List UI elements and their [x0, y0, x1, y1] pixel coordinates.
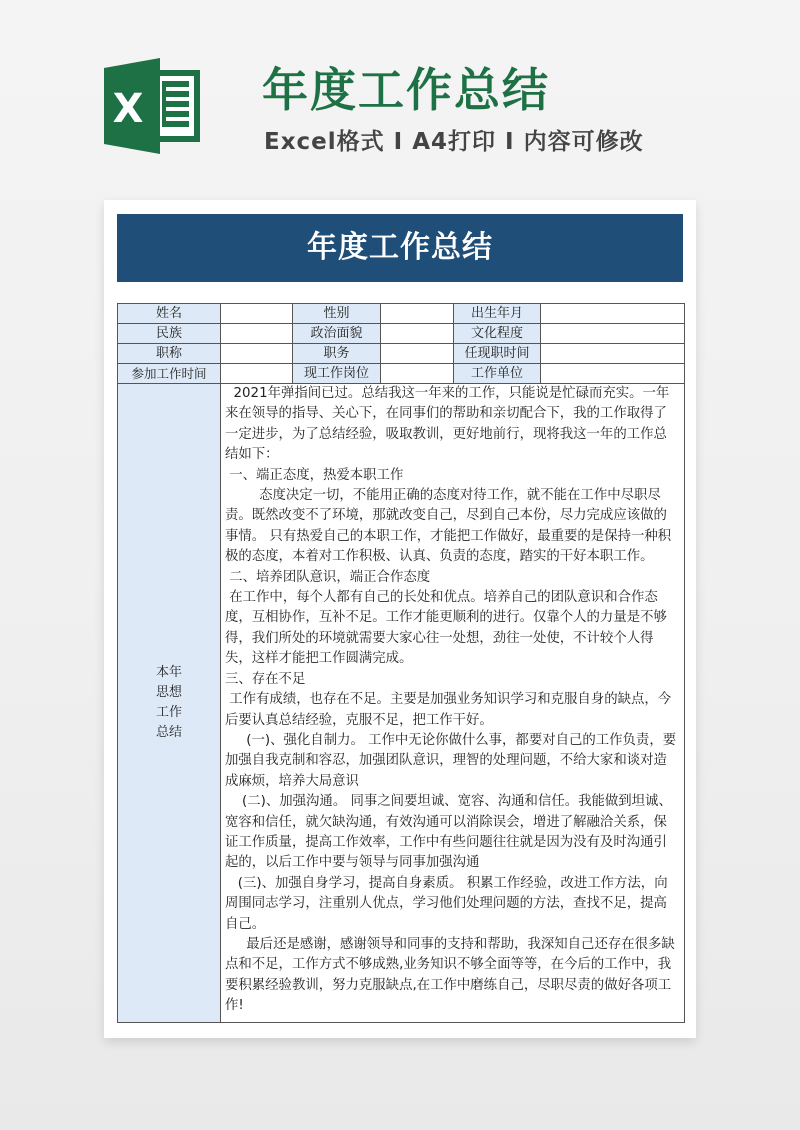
- summary-paragraph: 2021年弹指间已过。总结我这一年来的工作，只能说是忙碌而充实。一年来在领导的指导、关心下，在同事们的帮助和亲切配合下，我的工作取得了一定进步，为了总结经验，吸取教训，更好地前行，现将我这一年的工作总结如下：: [225, 386, 670, 463]
- value-cell[interactable]: [381, 344, 454, 364]
- value-cell[interactable]: [381, 364, 454, 384]
- value-cell[interactable]: [541, 324, 685, 344]
- table-row: [118, 364, 685, 384]
- document-title: 年度工作总结: [117, 214, 683, 282]
- banner: [0, 0, 800, 190]
- label-cell: 参加工作时间: [118, 364, 221, 384]
- summary-heading: 二、培养团队意识，端正合作态度: [225, 569, 431, 585]
- table-row: [118, 304, 685, 324]
- info-table: [117, 303, 685, 1023]
- label-cell: 职称: [118, 344, 221, 364]
- summary-paragraph: (三)、加强自身学习，提高自身素质。 积累工作经验，改进工作方法，向周围同志学习，注重别人优点，学习他们处理问题的方法，查找不足，提高自己。: [225, 875, 668, 932]
- summary-label-cell: [118, 384, 221, 1023]
- summary-heading: 一、端正态度，热爱本职工作: [225, 467, 404, 483]
- value-cell[interactable]: [221, 324, 293, 344]
- value-cell[interactable]: [541, 344, 685, 364]
- label-cell: 任现职时间: [454, 344, 541, 364]
- summary-label-line: 工作: [155, 705, 182, 720]
- summary-paragraph: 态度决定一切，不能用正确的态度对待工作，就不能在工作中尽职尽责。既然改变不了环境，那就改变自己，尽到自己本份，尽力完成应该做的事情。 只有热爱自己的本职工作，才能把工作做好，最重要的是保持一种积极的态度，本着对工作积极、认真、负责的态度，踏实的干好本职工作。: [225, 488, 672, 565]
- banner-subtitle: Excel格式 I A4打印 I 内容可修改: [264, 129, 644, 155]
- label-cell: 现工作岗位: [293, 364, 381, 384]
- summary-paragraph: (二)、加强沟通。 同事之间要坦诚、宽容、沟通和信任。我能做到坦诚、宽容和信任，就欠缺沟通，有效沟通可以消除误会，增进了解融洽关系，保证工作质量，提高工作效率，工作中有些问题往往就是因为没有及时沟通引起的，以后工作中要与领导与同事加强沟通: [225, 794, 672, 871]
- label-cell: 民族: [118, 324, 221, 344]
- value-cell[interactable]: [381, 324, 454, 344]
- table-row: [118, 324, 685, 344]
- summary-paragraph: 最后还是感谢，感谢领导和同事的支持和帮助，我深知自己还存在很多缺点和不足，工作方式不够成熟,业务知识不够全面等等，在今后的工作中，我要积累经验教训，努力克服缺点,在工作中磨练自己，尽职尽责的做好各项工作!: [225, 936, 675, 1014]
- value-cell[interactable]: [381, 304, 454, 324]
- summary-label-line: 思想: [155, 685, 182, 700]
- summary-paragraph: 工作有成绩，也存在不足。主要是加强业务知识学习和克服自身的缺点，今后要认真总结经验，克服不足，把工作干好。: [225, 692, 672, 728]
- label-cell: 文化程度: [454, 324, 541, 344]
- summary-row: [118, 384, 685, 1023]
- excel-icon: [104, 58, 204, 154]
- summary-label-line: 本年: [155, 665, 182, 680]
- value-cell[interactable]: [541, 304, 685, 324]
- summary-paragraph: (一)、强化自制力。 工作中无论你做什么事，都要对自己的工作负责，要加强自我克制和容忍，加强团队意识，理智的处理问题，不给大家和谈对造成麻烦，培养大局意识: [225, 732, 677, 789]
- label-cell: 政治面貌: [293, 324, 381, 344]
- value-cell[interactable]: [221, 304, 293, 324]
- table-row: [118, 344, 685, 364]
- label-cell: 职务: [293, 344, 381, 364]
- label-cell: 出生年月: [454, 304, 541, 324]
- summary-label-line: 总结: [155, 725, 182, 740]
- value-cell[interactable]: [541, 364, 685, 384]
- label-cell: 性别: [293, 304, 381, 324]
- summary-text-cell[interactable]: [221, 384, 685, 1023]
- label-cell: 姓名: [118, 304, 221, 324]
- svg-text:X: X: [112, 86, 144, 132]
- document-page: [104, 200, 696, 1038]
- banner-title: 年度工作总结: [262, 63, 550, 117]
- value-cell[interactable]: [221, 364, 293, 384]
- label-cell: 工作单位: [454, 364, 541, 384]
- summary-paragraph: 在工作中，每个人都有自己的长处和优点。培养自己的团队意识和合作态度，互相协作，互补不足。工作才能更顺利的进行。仅靠个人的力量是不够得，我们所处的环境就需要大家心往一处想，劲往一处使，不计较个人得失，这样才能把工作圆满完成。: [225, 590, 667, 667]
- summary-heading: 三、存在不足: [225, 671, 306, 687]
- value-cell[interactable]: [221, 344, 293, 364]
